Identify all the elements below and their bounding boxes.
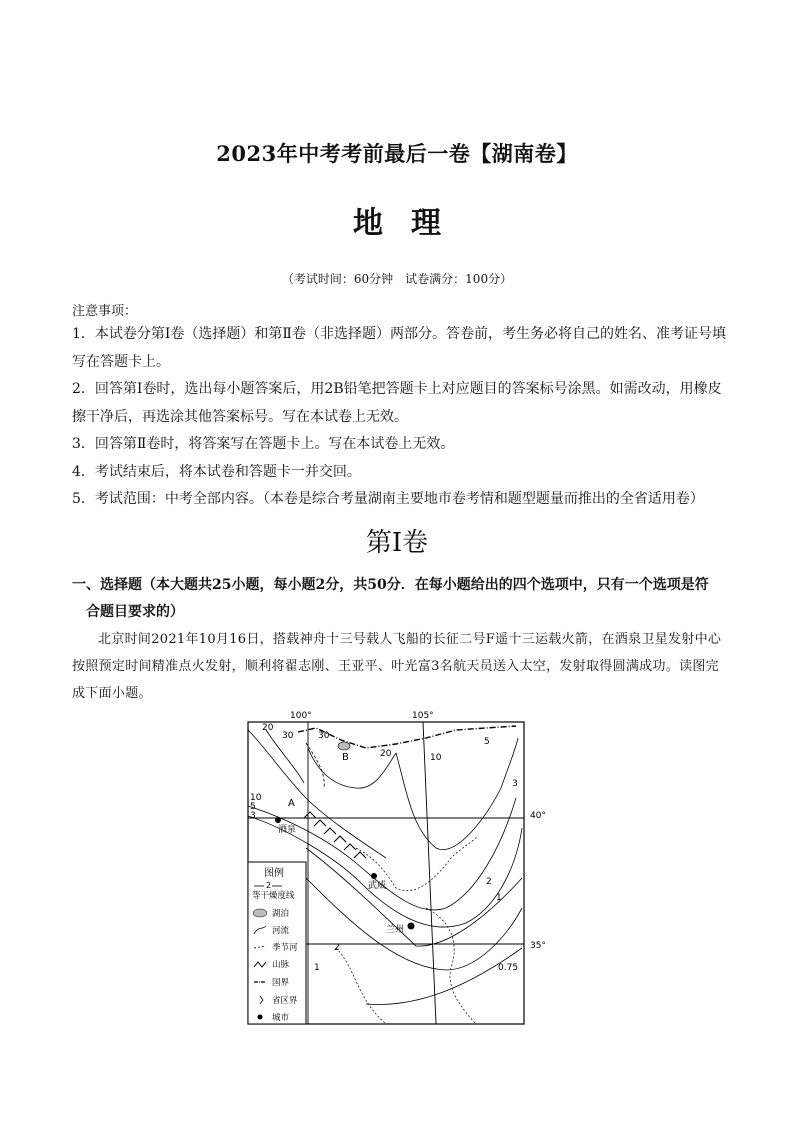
- point-b-label: B: [342, 752, 349, 763]
- section-title: 第Ⅰ卷: [365, 528, 429, 558]
- city-wuwei-dot: [371, 873, 377, 879]
- isoline-label: 2: [486, 877, 492, 887]
- question-heading: [72, 572, 732, 626]
- city-lanzhou: 兰州: [386, 925, 405, 935]
- legend-item: 山脉: [272, 960, 290, 970]
- notice-item: 1．本试卷分第Ⅰ卷（选择题）和第Ⅱ卷（非选择题）两部分。答卷前，考生务必将自己的姓名、准考证号填写在答题卡上。: [72, 326, 726, 370]
- legend-item: 省区界: [272, 996, 298, 1006]
- question-heading-line2: 合题目要求的）: [86, 604, 184, 620]
- city-lanzhou-dot: [408, 923, 415, 930]
- isoline-label: 10: [250, 793, 262, 803]
- legend-title: 图例: [264, 868, 284, 879]
- legend-item: 城市: [272, 1013, 290, 1023]
- point-a-label: A: [288, 798, 295, 809]
- legend-item: 国界: [272, 978, 290, 988]
- lon-label-100: 100°: [290, 711, 312, 721]
- city-jiuquan-dot: [275, 817, 281, 823]
- legend-item: 季节河: [272, 943, 298, 953]
- lat-label-40: 40°: [530, 811, 546, 821]
- city-wuwei: 武威: [368, 881, 387, 891]
- isoline-label: 3: [250, 811, 256, 821]
- question-heading-line1: 一、选择题（本大题共25小题，每小题2分，共50分．在每小题给出的四个选项中，只有一个选项是符: [72, 577, 709, 593]
- notice-item: 5．考试范围：中考全部内容。（本卷是综合考量湖南主要地市卷考情和题型题量而推出的全省适用卷）: [72, 491, 704, 507]
- notice-item: 3．回答第Ⅱ卷时，将答案写在答题卡上。写在本试卷上无效。: [72, 436, 455, 452]
- exam-title: 2023年中考考前最后一卷【湖南卷】: [216, 141, 578, 166]
- notice-heading: 注意事项：: [72, 304, 138, 319]
- legend-item: 等干燥度线: [252, 891, 295, 901]
- isoline-label: 3: [512, 779, 518, 789]
- question-passage: 北京时间2021年10月16日，搭载神舟十三号载人飞船的长征二号F遥十三运载火箭，在酒泉卫星发射中心按照预定时间精准点火发射，顺利将翟志刚、王亚平、叶光富3名航天员送入太空，发射取得圆满成功。读图完成下面小题。: [72, 632, 722, 701]
- isoline-label: 30: [318, 731, 330, 741]
- isoline-label: 2: [334, 943, 340, 953]
- isoline-label: 5: [484, 737, 490, 747]
- notice-list: [72, 321, 732, 514]
- isoline-label: 30: [282, 731, 294, 741]
- legend-isoline-sample: 2: [266, 881, 272, 890]
- isoline-label: 20: [380, 749, 392, 759]
- lat-label-35: 35°: [530, 941, 546, 951]
- isoline-label: 20: [262, 723, 274, 733]
- legend-item: 河流: [272, 926, 290, 936]
- isoline-label: 1: [314, 963, 320, 973]
- exam-meta: （考试时间：60分钟 试卷满分：100分）: [281, 272, 513, 286]
- isoline-label: 1: [496, 893, 502, 903]
- lake-icon: [338, 742, 350, 750]
- legend-item: 湖泊: [272, 909, 290, 919]
- lon-label-105: 105°: [412, 711, 434, 721]
- map-svg: [246, 708, 586, 1028]
- isoline-label: 5: [250, 802, 256, 812]
- aridity-map: [246, 708, 586, 1028]
- subject-title: 地理: [353, 206, 469, 241]
- city-jiuquan: 酒泉: [278, 825, 297, 835]
- city-legend-icon: [258, 1015, 263, 1020]
- isoline-label: 10: [430, 753, 442, 763]
- notice-item: 4．考试结束后，将本试卷和答题卡一并交回。: [72, 463, 361, 480]
- isoline-label: 0.75: [498, 963, 519, 973]
- notice-item: 2．回答第Ⅰ卷时，选出每小题答案后，用2B铅笔把答题卡上对应题目的答案标号涂黑。如需改动，用橡皮擦干净后，再选涂其他答案标号。写在本试卷上无效。: [72, 381, 722, 425]
- lake-legend-icon: [253, 909, 267, 917]
